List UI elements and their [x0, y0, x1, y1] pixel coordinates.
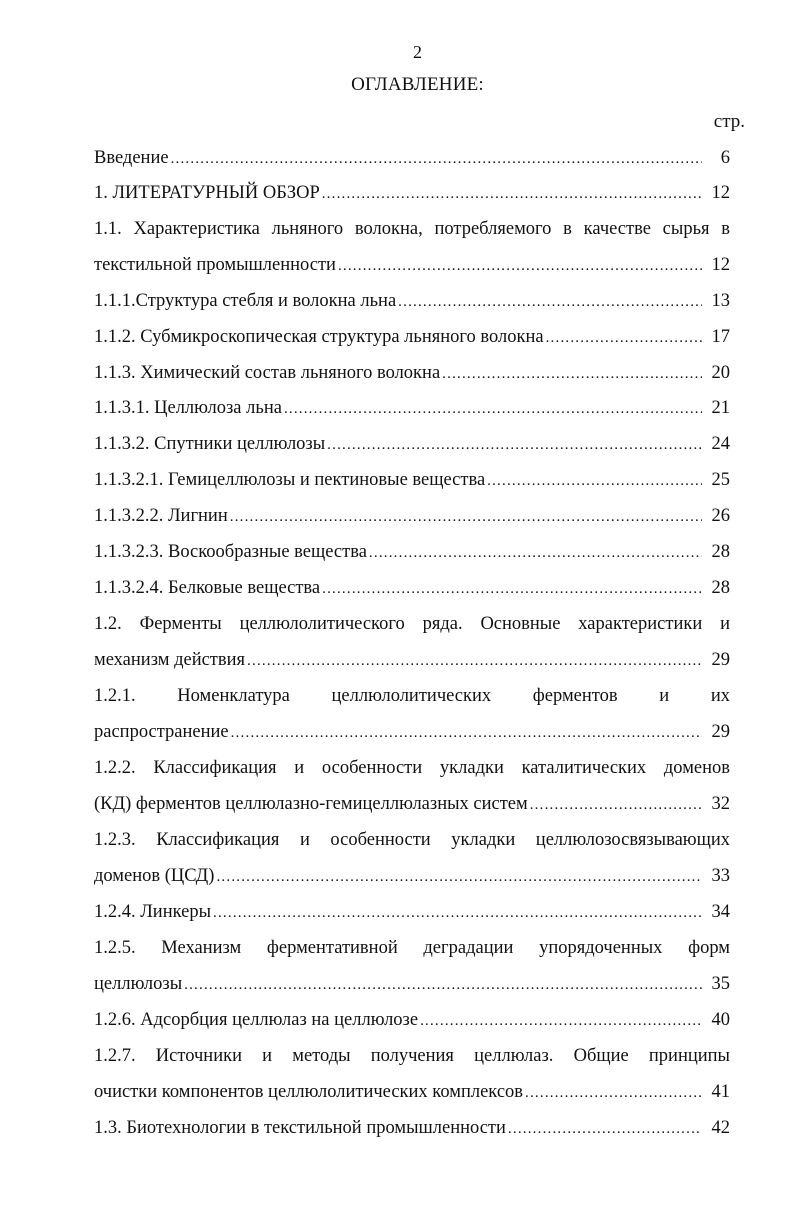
toc-entry-line: 1.2.2. Классификация и особенности укладки каталитических доменов: [94, 758, 730, 778]
toc-entry: доменов (ЦСД) ..... 33: [94, 863, 730, 889]
toc-page-ref: 24: [711, 434, 730, 454]
toc-entry: 1.1.1.Структура стебля и волокна льна ..... 13: [94, 288, 730, 314]
toc-page-ref: 12: [711, 183, 730, 203]
toc-page-ref: 32: [711, 794, 730, 814]
toc-page-ref: 6: [720, 148, 730, 168]
toc-entry: очистки компонентов целлюлолитических комплексов ..... 41: [94, 1079, 730, 1105]
toc-entry: 1.1.2. Субмикроскопическая структура льняного волокна ..... 17: [94, 324, 730, 350]
toc-entry: целлюлозы ..... 35: [94, 971, 730, 997]
toc-entry: распространение ..... 29: [94, 719, 730, 745]
toc-entry-line: 1.2.1. Номенклатура целлюлолитических ферментов и их: [94, 686, 730, 706]
toc-entry: (КД) ферментов целлюлазно-гемицеллюлазных систем ..... 32: [94, 791, 730, 817]
toc-entry: механизм действия ..... 29: [94, 647, 730, 673]
toc-page-ref: 41: [711, 1082, 730, 1102]
toc-entry-line: 1.2.3. Классификация и особенности укладки целлюлозосвязывающих: [94, 830, 730, 850]
toc-entry: 1.3. Биотехнологии в текстильной промышленности ..... 42: [94, 1115, 730, 1141]
page-number: 2: [413, 42, 422, 62]
toc-page-ref: 20: [711, 363, 730, 383]
toc-page-ref: 25: [711, 470, 730, 490]
toc-entry: 1.1.3.2.3. Воскообразные вещества ..... 28: [94, 539, 730, 565]
toc-entry: текстильной промышленности ..... 12: [94, 252, 730, 278]
toc-page-ref: 17: [711, 327, 730, 347]
toc-entry: 1.1.3.2.2. Лигнин ..... 26: [94, 503, 730, 529]
page-column-label: стр.: [713, 111, 745, 132]
toc-entry: 1.2.4. Линкеры ..... 34: [94, 899, 730, 925]
toc-entry-line: 1.2. Ферменты целлюлолитического ряда. Основные характеристики и: [94, 614, 730, 634]
toc-page-ref: 35: [711, 974, 730, 994]
toc-entry: Введение ..... 6: [94, 145, 730, 171]
toc-entry: 1.1.3.2.4. Белковые вещества ..... 28: [94, 575, 730, 601]
toc-page-ref: 29: [711, 722, 730, 742]
toc-entry: 1.1.3.2. Спутники целлюлозы ..... 24: [94, 431, 730, 457]
toc-page-ref: 12: [711, 255, 730, 275]
toc-entry: 1.1.3.2.1. Гемицеллюлозы и пектиновые вещества ..... 25: [94, 467, 730, 493]
toc-entry-line: 1.2.7. Источники и методы получения целлюлаз. Общие принципы: [94, 1046, 730, 1066]
toc-page-ref: 33: [711, 866, 730, 886]
toc-entry: 1.1.3.1. Целлюлоза льна ..... 21: [94, 395, 730, 421]
toc-page-ref: 40: [711, 1010, 730, 1030]
toc-title: ОГЛАВЛЕНИЕ:: [351, 74, 484, 95]
toc-page-ref: 42: [711, 1118, 730, 1138]
toc-page-ref: 34: [711, 902, 730, 922]
toc-page-ref: 28: [711, 578, 730, 598]
toc-page-ref: 28: [711, 542, 730, 562]
toc-page-ref: 29: [711, 650, 730, 670]
toc-page-ref: 13: [711, 291, 730, 311]
toc-page-ref: 26: [711, 506, 730, 526]
toc-entry: 1.1.3. Химический состав льняного волокна ..... 20: [94, 360, 730, 386]
toc-entry: 1.2.6. Адсорбция целлюлаз на целлюлозе ..... 40: [94, 1007, 730, 1033]
toc-entry: 1. ЛИТЕРАТУРНЫЙ ОБЗОР ..... 12: [94, 180, 730, 206]
toc-entry-line: 1.2.5. Механизм ферментативной деградации упорядоченных форм: [94, 938, 730, 958]
toc-page-ref: 21: [711, 398, 730, 418]
toc-entry-line: 1.1. Характеристика льняного волокна, потребляемого в качестве сырья в: [94, 219, 730, 239]
